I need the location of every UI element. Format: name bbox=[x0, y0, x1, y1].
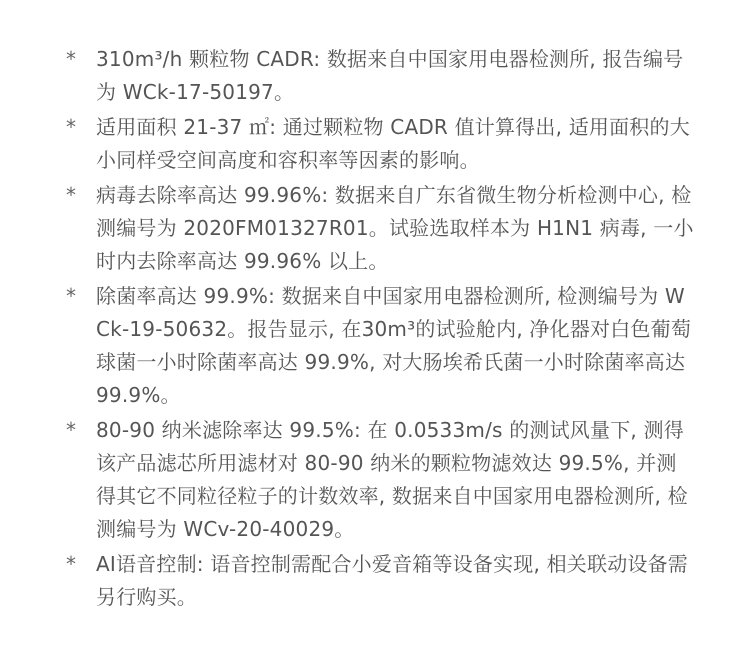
footnote-item bbox=[0, 414, 750, 546]
footnote-item bbox=[0, 111, 750, 177]
footnote-item bbox=[0, 280, 750, 412]
footnote-text: 适用面积 21-37 ㎡: 通过颗粒物 CADR 值计算得出, 适用面积的大小同样受空间高度和容积率等因素的影响。 bbox=[96, 115, 690, 172]
bullet-asterisk: * bbox=[66, 183, 76, 207]
footnote-text: 80-90 纳米滤除率达 99.5%: 在 0.0533m/s 的测试风量下, 测得该产品滤芯所用滤材对 80-90 纳米的颗粒物滤效达 99.5%, 并测得其它不同粒径粒子的计数效率, 数据来自中国家用电器检测所, 检测编号为 WCv-20-40029。 bbox=[96, 418, 688, 541]
footnote-text: 病毒去除率高达 99.96%: 数据来自广东省微生物分析检测中心, 检测编号为 2020FM01327R01。试验选取样本为 H1N1 病毒, 一小时内去除率高达 99.96% 以上。 bbox=[96, 183, 694, 273]
bullet-asterisk: * bbox=[66, 115, 76, 139]
bullet-asterisk: * bbox=[66, 552, 76, 576]
footnote-text: 310m³/h 颗粒物 CADR: 数据来自中国家用电器检测所, 报告编号为 WCk-17-50197。 bbox=[96, 47, 684, 104]
footnote-text: AI语音控制: 语音控制需配合小爱音箱等设备实现, 相关联动设备需另行购买。 bbox=[96, 552, 688, 609]
footnote-item bbox=[0, 179, 750, 278]
footnote-text: 除菌率高达 99.9%: 数据来自中国家用电器检测所, 检测编号为 WCk-19-50632。报告显示, 在30m³的试验舱内, 净化器对白色葡萄球菌一小时除菌率高达 99.9%, 对大肠埃希氏菌一小时除菌率高达 99.9%。 bbox=[96, 284, 692, 407]
footnote-item bbox=[0, 43, 750, 109]
footnote-item bbox=[0, 548, 750, 614]
bullet-asterisk: * bbox=[66, 418, 76, 442]
bullet-asterisk: * bbox=[66, 284, 76, 308]
bullet-asterisk: * bbox=[66, 47, 76, 71]
